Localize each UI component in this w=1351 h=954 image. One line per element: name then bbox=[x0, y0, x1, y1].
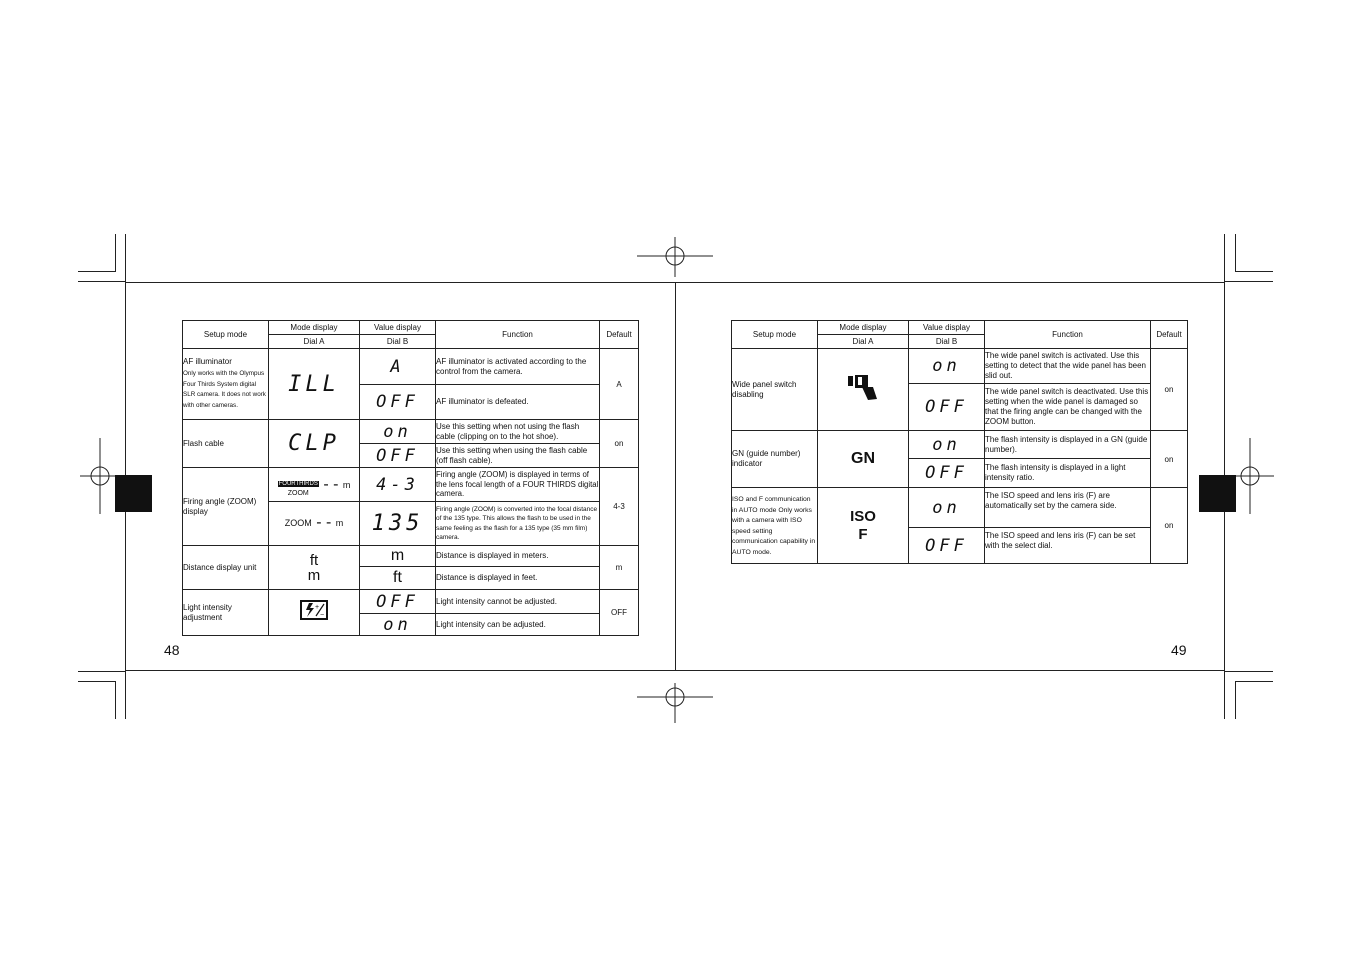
flash-compensation-icon bbox=[300, 600, 328, 620]
lcd-value-display: on bbox=[932, 497, 961, 518]
unit-value: m bbox=[390, 547, 405, 564]
unit-value: ft bbox=[393, 569, 402, 586]
table-row bbox=[183, 468, 639, 502]
setup-mode-note: Only works with the Olympus Four Thirds System digital SLR camera. It does not work with other cameras. bbox=[183, 370, 266, 409]
lcd-value-display: OFF bbox=[376, 591, 419, 612]
table-row bbox=[183, 349, 639, 385]
value-display-cell bbox=[909, 431, 985, 459]
f-display: F bbox=[858, 525, 868, 543]
setup-table-right bbox=[731, 320, 1188, 564]
function-cell: The ISO speed and lens iris (F) are automatically set by the camera side. bbox=[985, 488, 1151, 528]
value-display-cell bbox=[909, 384, 985, 431]
left-edge-tab bbox=[115, 475, 152, 512]
default-cell: OFF bbox=[600, 590, 639, 636]
mode-display-cell bbox=[269, 468, 360, 502]
zoom-label: ZOOM bbox=[284, 518, 312, 529]
value-display-cell bbox=[360, 444, 436, 468]
header-dial-a: Dial A bbox=[269, 335, 360, 349]
lcd-value-display: on bbox=[932, 434, 961, 455]
lcd-mode-display: ILL bbox=[288, 371, 340, 397]
table-row bbox=[183, 590, 639, 614]
wide-panel-icon bbox=[846, 372, 880, 402]
setup-mode-cell: Firing angle (ZOOM) display bbox=[183, 468, 269, 546]
mode-display-cell bbox=[269, 590, 360, 636]
function-cell: The ISO speed and lens iris (F) can be set with the select dial. bbox=[985, 528, 1151, 564]
registration-target-top bbox=[637, 237, 713, 277]
registration-target-right bbox=[1230, 438, 1274, 514]
lcd-value-display: OFF bbox=[925, 535, 968, 556]
lcd-value-display: on bbox=[383, 421, 412, 442]
mode-display-cell bbox=[269, 502, 360, 546]
function-cell: Firing angle (ZOOM) is displayed in terms of the lens focal length of a FOUR THIRDS digital camera. bbox=[436, 468, 600, 502]
page-number-left: 48 bbox=[164, 642, 180, 658]
lcd-value-display: OFF bbox=[376, 392, 419, 412]
mode-display-cell bbox=[818, 431, 909, 488]
function-cell: Use this setting when using the flash cable (off flash cable). bbox=[436, 444, 600, 468]
mode-display-cell bbox=[269, 420, 360, 468]
header-default: Default bbox=[600, 321, 639, 349]
zoom-unit: m bbox=[335, 518, 344, 529]
lcd-value-display: 4-3 bbox=[376, 474, 419, 495]
value-display-cell bbox=[360, 502, 436, 546]
value-display-cell bbox=[360, 614, 436, 636]
setup-mode-cell: GN (guide number) indicator bbox=[732, 431, 818, 488]
mode-display-cell bbox=[269, 546, 360, 590]
zoom-label: ZOOM bbox=[287, 489, 309, 497]
header-dial-b: Dial B bbox=[909, 335, 985, 349]
value-display-cell bbox=[360, 546, 436, 567]
lcd-value-display: on bbox=[383, 614, 412, 635]
function-cell: Distance is displayed in meters. bbox=[436, 546, 600, 567]
value-display-cell bbox=[360, 567, 436, 590]
page-number-right: 49 bbox=[1171, 642, 1187, 658]
zoom-dashes: - - bbox=[323, 475, 339, 493]
registration-target-bottom bbox=[637, 683, 713, 723]
value-display-cell bbox=[360, 385, 436, 420]
mode-display-cell bbox=[269, 349, 360, 420]
header-function: Function bbox=[436, 321, 600, 349]
default-cell: on bbox=[600, 420, 639, 468]
table-row bbox=[183, 546, 639, 567]
zoom-unit: m bbox=[342, 479, 351, 490]
setup-mode-cell: Flash cable bbox=[183, 420, 269, 468]
default-cell: on bbox=[1151, 431, 1188, 488]
table-row bbox=[732, 349, 1188, 384]
value-display-cell bbox=[909, 528, 985, 564]
function-cell: Firing angle (ZOOM) is converted into the focal distance of the 135 type. This allows the flash to be used in the same feeling as the flash for a 135 type (35 mm film) camera. bbox=[436, 502, 600, 546]
function-cell: The flash intensity is displayed in a light intensity ratio. bbox=[985, 459, 1151, 488]
header-setup-mode: Setup mode bbox=[732, 321, 818, 349]
table-row bbox=[183, 420, 639, 444]
svg-text:+: + bbox=[315, 604, 320, 611]
default-cell: 4-3 bbox=[600, 468, 639, 546]
header-default: Default bbox=[1151, 321, 1188, 349]
lcd-mode-display: CLP bbox=[288, 431, 340, 456]
value-display-cell bbox=[360, 468, 436, 502]
header-mode-display: Mode display bbox=[269, 321, 360, 335]
header-mode-display: Mode display bbox=[818, 321, 909, 335]
table-row bbox=[732, 431, 1188, 459]
setup-table-left bbox=[182, 320, 639, 636]
function-cell: Use this setting when not using the flash cable (clipping on to the hot shoe). bbox=[436, 420, 600, 444]
setup-mode-cell: Light intensity adjustment bbox=[183, 590, 269, 636]
setup-mode-cell: Distance display unit bbox=[183, 546, 269, 590]
default-cell: m bbox=[600, 546, 639, 590]
function-cell: The wide panel switch is deactivated. Use this setting when the wide panel is damaged so that the firing angle can be changed with the ZOOM button. bbox=[985, 384, 1151, 431]
right-edge-tab bbox=[1199, 475, 1236, 512]
unit-ft: ft bbox=[309, 551, 319, 569]
header-value-display: Value display bbox=[360, 321, 436, 335]
zoom-dashes: - - bbox=[316, 514, 332, 532]
lcd-value-display: OFF bbox=[925, 397, 968, 417]
gn-display: GN bbox=[851, 450, 875, 467]
table-row bbox=[732, 488, 1188, 528]
function-cell: Light intensity can be adjusted. bbox=[436, 614, 600, 636]
registration-target-left bbox=[80, 438, 120, 514]
default-cell: on bbox=[1151, 488, 1188, 564]
svg-text:−: − bbox=[320, 612, 325, 619]
lcd-value-display: OFF bbox=[376, 445, 419, 466]
value-display-cell bbox=[909, 488, 985, 528]
default-cell: on bbox=[1151, 349, 1188, 431]
value-display-cell bbox=[909, 349, 985, 384]
value-display-cell bbox=[909, 459, 985, 488]
lcd-value-display: A bbox=[390, 356, 405, 377]
header-setup-mode: Setup mode bbox=[183, 321, 269, 349]
header-dial-a: Dial A bbox=[818, 335, 909, 349]
value-display-cell bbox=[360, 349, 436, 385]
function-cell: AF illuminator is defeated. bbox=[436, 385, 600, 420]
setup-mode-cell bbox=[183, 349, 269, 420]
lcd-value-display: OFF bbox=[925, 463, 968, 483]
function-cell: AF illuminator is activated according to the control from the camera. bbox=[436, 349, 600, 385]
function-cell: The wide panel switch is activated. Use this setting to detect that the wide panel has been slid out. bbox=[985, 349, 1151, 384]
default-cell: A bbox=[600, 349, 639, 420]
header-value-display: Value display bbox=[909, 321, 985, 335]
mode-display-cell bbox=[818, 349, 909, 431]
lcd-value-display: on bbox=[932, 356, 961, 376]
setup-mode-cell: ISO and F communication in AUTO mode Only works with a camera with ISO speed setting communication capability in AUTO mode. bbox=[732, 488, 818, 564]
header-function: Function bbox=[985, 321, 1151, 349]
setup-mode-label: AF illuminator bbox=[183, 357, 232, 366]
function-cell: Distance is displayed in feet. bbox=[436, 567, 600, 590]
setup-mode-cell: Wide panel switch disabling bbox=[732, 349, 818, 431]
value-display-cell bbox=[360, 420, 436, 444]
value-display-cell bbox=[360, 590, 436, 614]
function-cell: The flash intensity is displayed in a GN (guide number). bbox=[985, 431, 1151, 459]
four-thirds-badge: FOURTHIRDS bbox=[278, 480, 318, 487]
unit-m: m bbox=[307, 566, 321, 584]
mode-display-cell bbox=[818, 488, 909, 564]
iso-display: ISO bbox=[850, 507, 876, 525]
header-dial-b: Dial B bbox=[360, 335, 436, 349]
page-spread-divider bbox=[675, 282, 676, 671]
function-cell: Light intensity cannot be adjusted. bbox=[436, 590, 600, 614]
lcd-value-display: 135 bbox=[371, 511, 424, 536]
